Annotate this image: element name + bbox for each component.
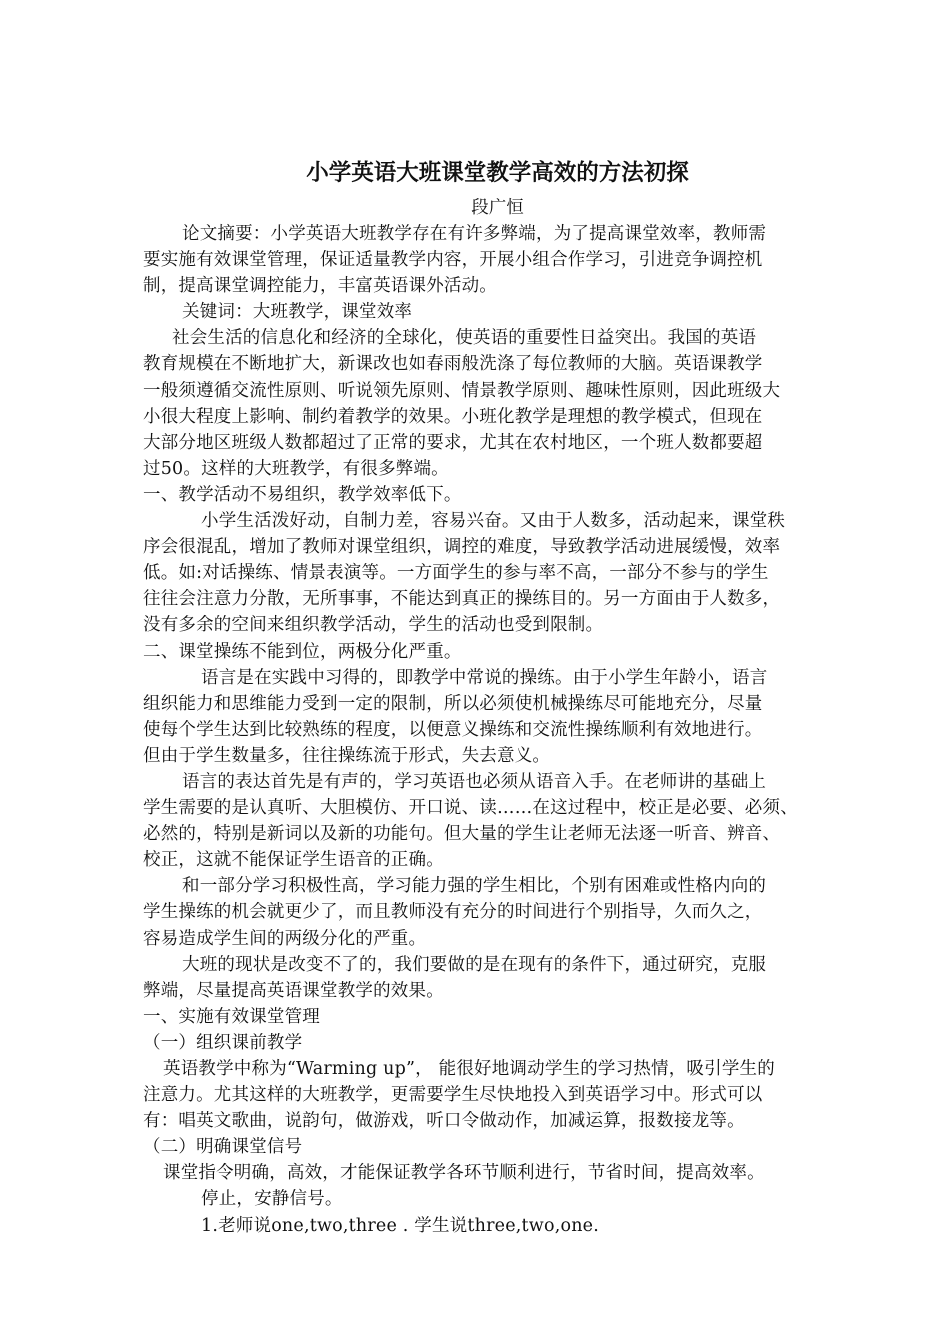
text-line: 小学生活泼好动，自制力差，容易兴奋。又由于人数多，活动起来，课堂秩: [201, 511, 786, 532]
text-line: 一般须遵循交流性原则、听说领先原则、情景教学原则、趣味性原则，因此班级大: [143, 380, 781, 401]
document-title: 小学英语大班课堂教学高效的方法初探: [306, 160, 689, 186]
text-line: 二、课堂操练不能到位，两极分化严重。: [143, 641, 462, 662]
text-line: 序会很混乱，增加了教师对课堂组织，调控的难度，导致教学活动进展缓慢，效率: [143, 537, 781, 558]
text-line: 没有多余的空间来组织教学活动，学生的活动也受到限制。: [143, 615, 604, 636]
text-line: 英语教学中称为“Warming up”， 能很好地调动学生的学习热情，吸引学生的: [163, 1059, 775, 1079]
text-line: 1.老师说one,two,three . 学生说three,two,one.: [201, 1215, 599, 1236]
text-line: 往往会注意力分散，无所事事，不能达到真正的操练目的。另一方面由于人数多，: [143, 589, 781, 610]
text-line: （二）明确课堂信号: [143, 1137, 303, 1158]
text-line: 语言的表达首先是有声的，学习英语也必须从语音入手。在老师讲的基础上: [182, 771, 767, 792]
text-line: 课堂指令明确，高效，才能保证教学各环节顺利进行，节省时间，提高效率。: [163, 1163, 765, 1184]
text-line: 但由于学生数量多，往往操练流于形式，失去意义。: [143, 745, 551, 766]
document-page: [143, 152, 810, 1239]
text-line: 容易造成学生间的两级分化的严重。: [143, 928, 427, 949]
text-line: 一、实施有效课堂管理: [143, 1006, 320, 1027]
text-line: 小很大程度上影响、制约着教学的效果。小班化教学是理想的教学模式，但现在: [143, 406, 763, 427]
text-line: 要实施有效课堂管理，保证适量教学内容，开展小组合作学习，引进竞争调控机: [143, 250, 763, 271]
text-line: 关键词：大班教学，课堂效率: [182, 302, 413, 323]
text-line: 组织能力和思维能力受到一定的限制，所以必须使机械操练尽可能地充分，尽量: [143, 693, 763, 714]
text-line: 过50。这样的大班教学，有很多弊端。: [143, 458, 449, 479]
text-line: 使每个学生达到比较熟练的程度，以便意义操练和交流性操练顺利有效地进行。: [143, 719, 763, 740]
text-line: 大部分地区班级人数都超过了正常的要求，尤其在农村地区，一个班人数都要超: [143, 432, 763, 453]
text-line: 学生操练的机会就更少了，而且教师没有充分的时间进行个别指导，久而久之，: [143, 902, 763, 923]
text-line: 大班的现状是改变不了的，我们要做的是在现有的条件下，通过研究，克服: [182, 954, 767, 975]
text-line: 社会生活的信息化和经济的全球化，使英语的重要性日益突出。我国的英语: [172, 328, 757, 349]
text-line: 弊端，尽量提高英语课堂教学的效果。: [143, 980, 444, 1001]
text-line: 教育规模在不断地扩大，新课改也如春雨般洗涤了每位教师的大脑。英语课教学: [143, 354, 763, 375]
text-line: 论文摘要：小学英语大班教学存在有许多弊端，为了提高课堂效率，教师需: [182, 224, 767, 244]
text-line: 语言是在实践中习得的，即教学中常说的操练。由于小学生年龄小，语言: [201, 667, 768, 688]
text-line: 制，提高课堂调控能力，丰富英语课外活动。: [143, 276, 497, 297]
text-line: （一）组织课前教学: [143, 1032, 303, 1053]
document-body: [143, 221, 810, 1239]
document-author: 段广恒: [471, 198, 524, 218]
text-line: 学生需要的是认真听、大胆模仿、开口说、读……在这过程中，校正是必要、必须、: [143, 798, 798, 819]
text-line: 必然的，特别是新词以及新的功能句。但大量的学生让老师无法逐一听音、辨音、: [143, 824, 781, 845]
text-line: 注意力。尤其这样的大班教学，更需要学生尽快地投入到英语学习中。形式可以: [143, 1085, 763, 1106]
text-line: 低。如:对话操练、情景表演等。一方面学生的参与率不高，一部分不参与的学生: [143, 563, 769, 584]
text-line: 校正，这就不能保证学生语音的正确。: [143, 850, 444, 871]
text-line: 和一部分学习积极性高，学习能力强的学生相比，个别有困难或性格内向的: [182, 876, 767, 897]
text-line: 停止，安静信号。: [201, 1189, 343, 1210]
text-line: 一、教学活动不易组织，教学效率低下。: [143, 484, 462, 505]
text-line: 有：唱英文歌曲，说韵句，做游戏，听口令做动作，加减运算，报数接龙等。: [143, 1111, 745, 1132]
